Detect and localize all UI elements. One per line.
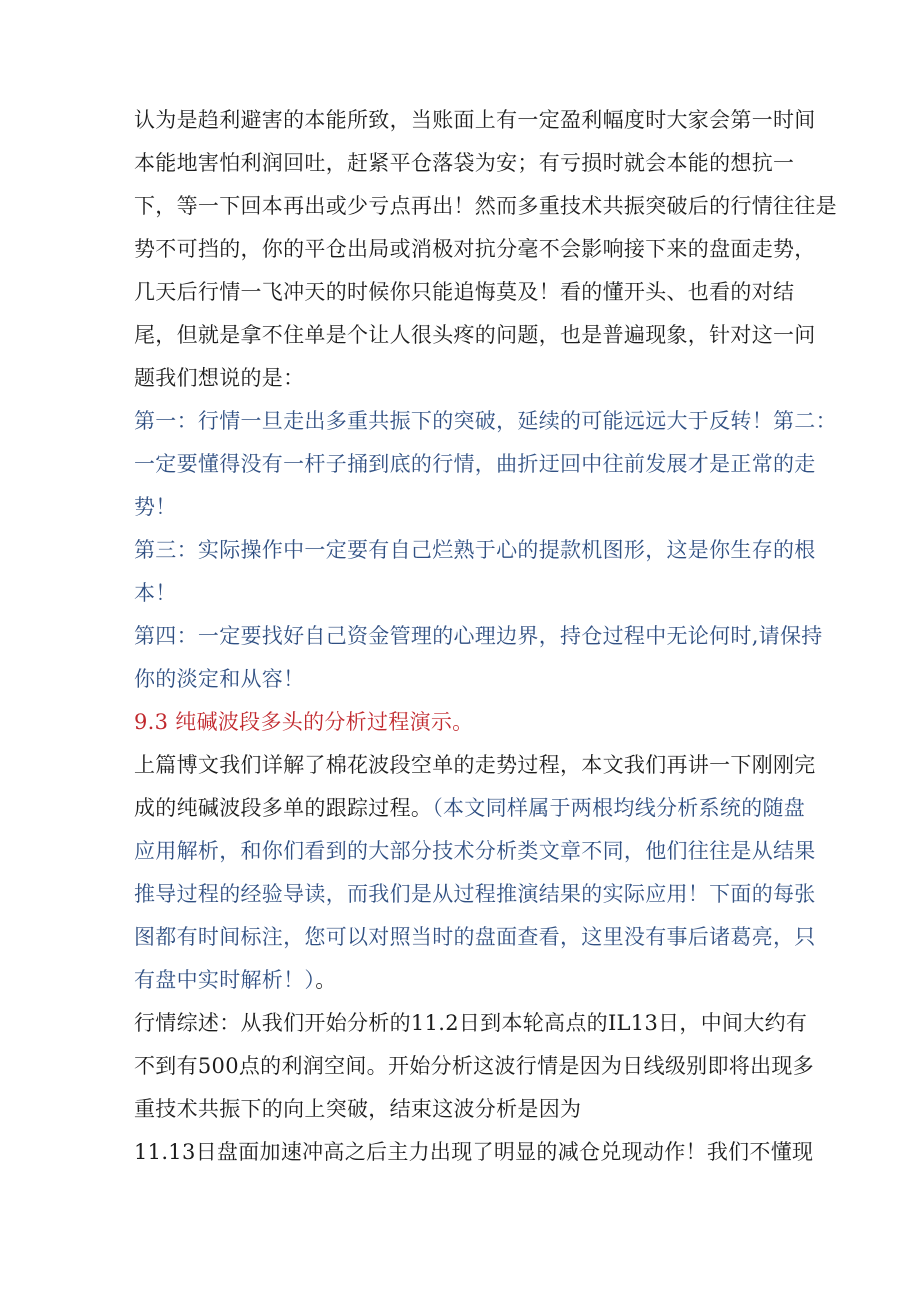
summary-line: 重技术共振下的向上突破，结束这波分析是因为	[134, 1097, 582, 1121]
paragraph-line: 下，等一下回本再出或少亏点再出！然而多重技术共振突破后的行情往往是	[134, 194, 837, 218]
parenthetical-note: 有盘中实时解析！）	[134, 968, 316, 992]
paragraph-line-mixed	[134, 795, 805, 821]
paragraph-line: 上篇博文我们详解了棉花波段空单的走势过程，本文我们再讲一下刚刚完	[134, 753, 816, 777]
point-two-line: 一定要懂得没有一杆子捅到底的行情，曲折迂回中往前发展才是正常的走	[134, 452, 816, 476]
point-four-line: 第四：一定要找好自己资金管理的心理边界，持仓过程中无论何时,请保持	[134, 624, 823, 648]
paragraph-line: 题我们想说的是：	[134, 366, 305, 390]
point-one-line: 第一：行情一旦走出多重共振下的突破，延续的可能远远大于反转！第二：	[134, 409, 837, 433]
parenthetical-note: 推导过程的经验导读，而我们是从过程推演结果的实际应用！下面的每张	[134, 882, 816, 906]
point-four-line: 你的淡定和从容！	[134, 667, 305, 691]
paragraph-line-mixed	[134, 967, 337, 993]
parenthetical-note: （本文同样属于两根均线分析系统的随盘	[432, 796, 806, 820]
point-two-line: 势！	[134, 495, 177, 519]
paragraph-segment: 。	[315, 968, 337, 992]
paragraph-line: 势不可挡的，你的平仓出局或消极对抗分毫不会影响接下来的盘面走势，	[134, 237, 816, 261]
summary-line: 不到有500点的利润空间。开始分析这波行情是因为日线级别即将出现多	[134, 1054, 814, 1078]
parenthetical-note: 图都有时间标注，您可以对照当时的盘面查看，这里没有事后诸葛亮，只	[134, 925, 816, 949]
paragraph-line: 几天后行情一飞冲天的时候你只能追悔莫及！看的懂开头、也看的对结	[134, 280, 795, 304]
point-three-line: 第三：实际操作中一定要有自己烂熟于心的提款机图形，这是你生存的根	[134, 538, 816, 562]
summary-line: 行情综述：从我们开始分析的11.2日到本轮高点的IL13日，中间大约有	[134, 1011, 808, 1035]
paragraph-line: 尾，但就是拿不住单是个让人很头疼的问题，也是普遍现象，针对这一问	[134, 323, 816, 347]
summary-line: 11.13日盘面加速冲高之后主力出现了明显的减仓兑现动作！我们不懂现	[134, 1140, 814, 1164]
parenthetical-note: 应用解析，和你们看到的大部分技术分析类文章不同，他们往往是从结果	[134, 839, 816, 863]
point-three-line: 本！	[134, 581, 177, 605]
paragraph-segment: 成的纯碱波段多单的跟踪过程。	[134, 796, 433, 820]
section-heading: 9.3 纯碱波段多头的分析过程演示。	[134, 710, 474, 734]
paragraph-line: 本能地害怕利润回吐，赶紧平仓落袋为安；有亏损时就会本能的想抗一	[134, 151, 795, 175]
paragraph-line: 认为是趋利避害的本能所致，当账面上有一定盈利幅度时大家会第一时间	[134, 108, 816, 132]
